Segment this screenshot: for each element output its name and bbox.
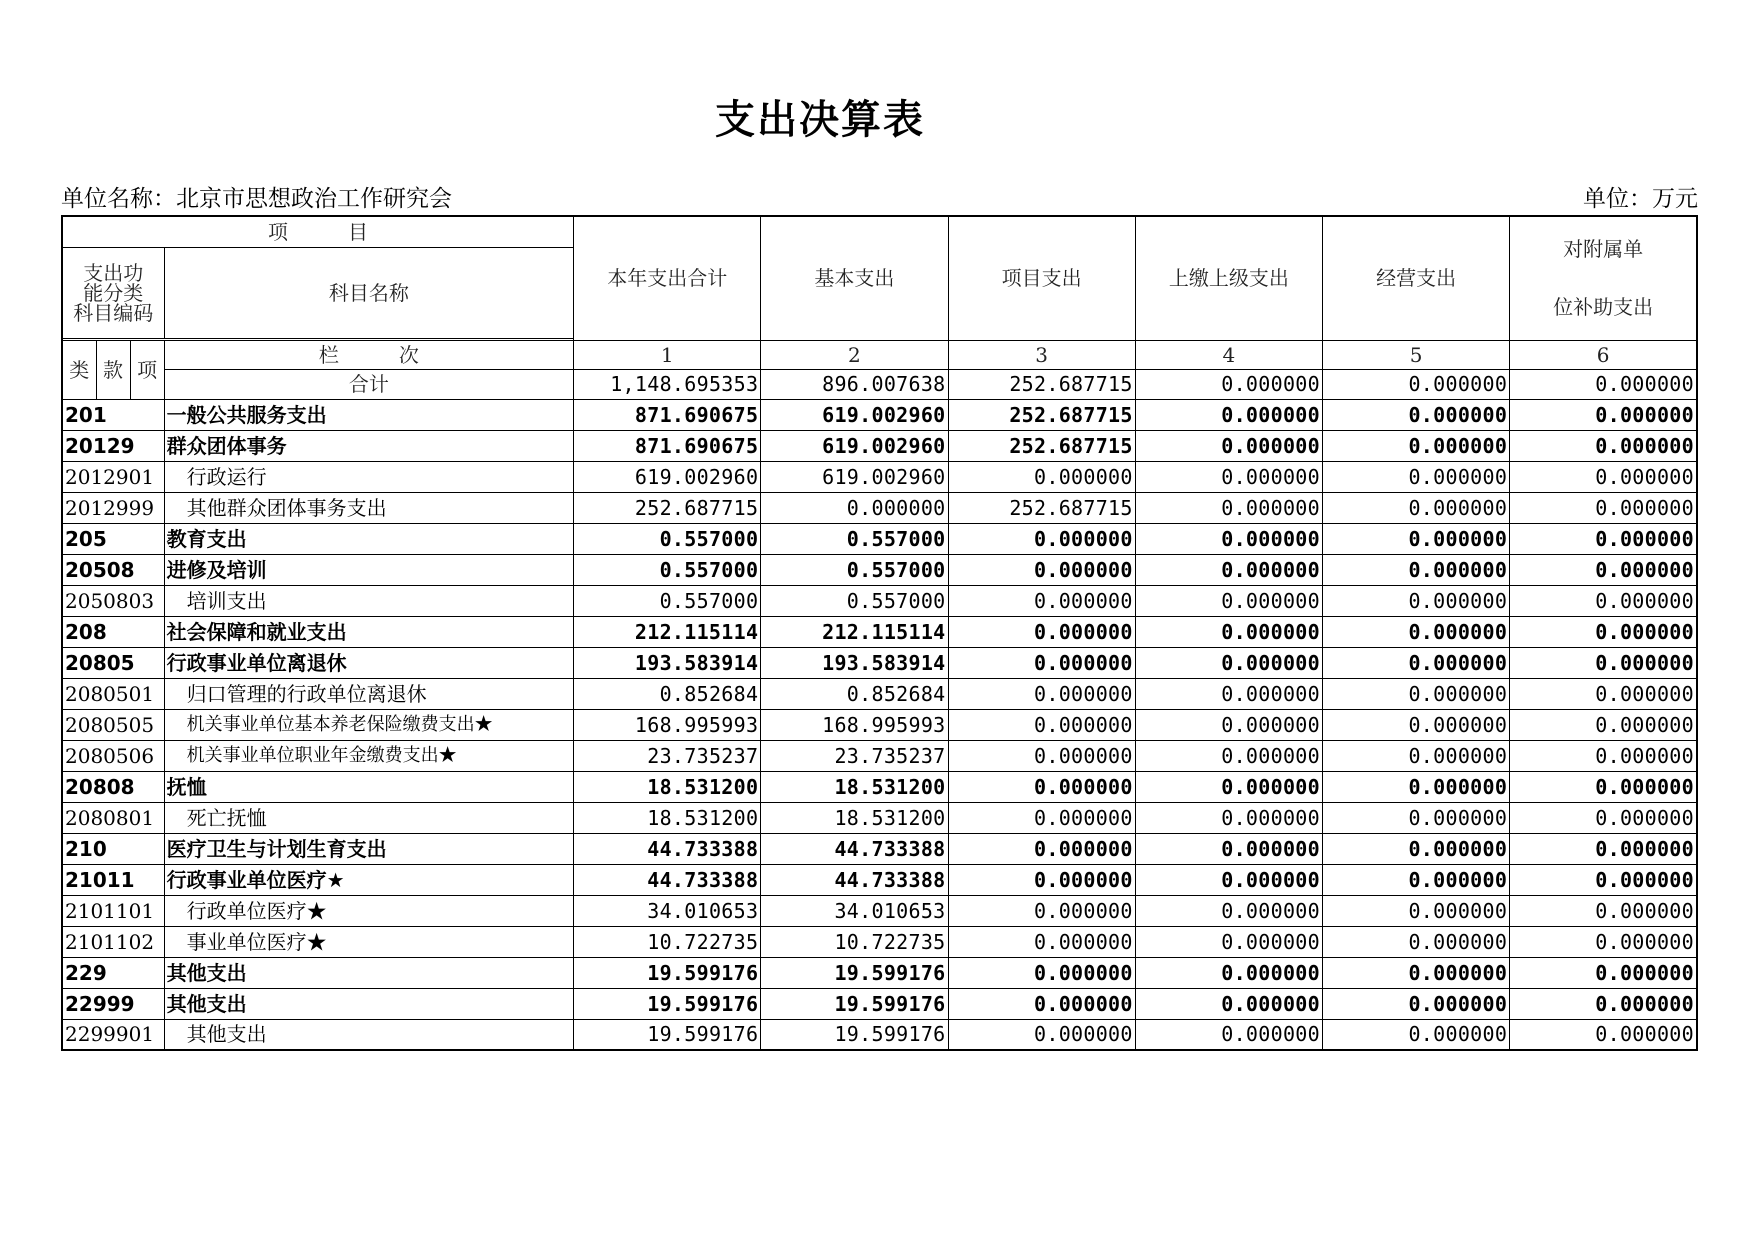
row-name: 行政事业单位医疗★: [164, 864, 574, 895]
row-value-4: 0.000000: [1135, 492, 1322, 523]
total-value-3: 252.687715: [948, 369, 1135, 399]
table-row: [62, 399, 1697, 430]
row-value-1: 10.722735: [574, 926, 761, 957]
row-value-5: 0.000000: [1322, 678, 1509, 709]
row-value-1: 23.735237: [574, 740, 761, 771]
table-row: [62, 616, 1697, 647]
row-name: 归口管理的行政单位离退休: [164, 678, 574, 709]
row-value-2: 0.557000: [761, 554, 948, 585]
row-value-1: 0.852684: [574, 678, 761, 709]
row-value-3: 0.000000: [948, 461, 1135, 492]
row-value-2: 18.531200: [761, 802, 948, 833]
row-value-6: 0.000000: [1510, 1019, 1697, 1050]
row-code: 22999: [62, 988, 164, 1019]
row-value-3: 252.687715: [948, 492, 1135, 523]
header-col-6: [1510, 216, 1697, 340]
row-value-3: 0.000000: [948, 771, 1135, 802]
row-value-1: 18.531200: [574, 802, 761, 833]
row-value-1: 19.599176: [574, 1019, 761, 1050]
row-value-6: 0.000000: [1510, 802, 1697, 833]
row-value-1: 871.690675: [574, 430, 761, 461]
row-value-2: 0.000000: [761, 492, 948, 523]
row-value-3: 0.000000: [948, 585, 1135, 616]
row-code: 2012901: [62, 461, 164, 492]
row-value-6: 0.000000: [1510, 740, 1697, 771]
row-value-3: 0.000000: [948, 678, 1135, 709]
col-number-2: 2: [761, 340, 948, 369]
row-value-4: 0.000000: [1135, 616, 1322, 647]
header-col-6-line2: 位补助支出: [1553, 295, 1654, 320]
row-name: 其他支出: [164, 988, 574, 1019]
row-name: 其他支出: [164, 1019, 574, 1050]
header-code-line3: 科目编码: [73, 300, 154, 325]
row-value-6: 0.000000: [1510, 430, 1697, 461]
table-row: [62, 585, 1697, 616]
row-value-4: 0.000000: [1135, 802, 1322, 833]
row-code: 208: [62, 616, 164, 647]
header-code-group: [62, 247, 164, 338]
row-value-6: 0.000000: [1510, 895, 1697, 926]
header-code-line1: 支出功: [83, 260, 144, 285]
header-col-4: 上缴上级支出: [1135, 216, 1322, 340]
row-code: 2012999: [62, 492, 164, 523]
row-name: 行政事业单位离退休: [164, 647, 574, 678]
row-value-3: 0.000000: [948, 957, 1135, 988]
table-row: [62, 461, 1697, 492]
row-value-1: 18.531200: [574, 771, 761, 802]
table-row: [62, 802, 1697, 833]
row-code: 20129: [62, 430, 164, 461]
row-value-5: 0.000000: [1322, 957, 1509, 988]
table-row: [62, 926, 1697, 957]
row-value-6: 0.000000: [1510, 461, 1697, 492]
row-value-4: 0.000000: [1135, 709, 1322, 740]
total-value-2: 896.007638: [761, 369, 948, 399]
row-value-1: 619.002960: [574, 461, 761, 492]
row-value-3: 0.000000: [948, 616, 1135, 647]
row-name: 其他支出: [164, 957, 574, 988]
row-value-5: 0.000000: [1322, 802, 1509, 833]
row-value-2: 193.583914: [761, 647, 948, 678]
header-subject-name: 科目名称: [164, 247, 574, 338]
row-value-3: 0.000000: [948, 740, 1135, 771]
row-value-4: 0.000000: [1135, 647, 1322, 678]
row-value-2: 619.002960: [761, 399, 948, 430]
row-value-3: 0.000000: [948, 554, 1135, 585]
row-name: 医疗卫生与计划生育支出: [164, 833, 574, 864]
row-name: 培训支出: [164, 585, 574, 616]
row-value-4: 0.000000: [1135, 988, 1322, 1019]
row-name: 社会保障和就业支出: [164, 616, 574, 647]
table-row: [62, 678, 1697, 709]
row-name: 行政单位医疗★: [164, 895, 574, 926]
row-value-1: 44.733388: [574, 833, 761, 864]
expenditure-table: [61, 215, 1698, 1051]
row-value-6: 0.000000: [1510, 709, 1697, 740]
header-col-6-line1: 对附属单: [1563, 237, 1644, 262]
table-row: [62, 864, 1697, 895]
col-number-3: 3: [948, 340, 1135, 369]
row-value-4: 0.000000: [1135, 771, 1322, 802]
row-value-1: 871.690675: [574, 399, 761, 430]
row-name: 教育支出: [164, 523, 574, 554]
row-value-4: 0.000000: [1135, 678, 1322, 709]
row-value-6: 0.000000: [1510, 864, 1697, 895]
row-value-1: 168.995993: [574, 709, 761, 740]
row-code: 20508: [62, 554, 164, 585]
unit-label: 单位：万元: [1583, 186, 1698, 212]
row-value-6: 0.000000: [1510, 678, 1697, 709]
row-name: 群众团体事务: [164, 430, 574, 461]
header-col-2: 基本支出: [761, 216, 948, 340]
row-value-6: 0.000000: [1510, 616, 1697, 647]
col-number-5: 5: [1322, 340, 1509, 369]
row-code: 2080506: [62, 740, 164, 771]
row-value-3: 0.000000: [948, 523, 1135, 554]
row-code: 21011: [62, 864, 164, 895]
table-row: [62, 647, 1697, 678]
row-value-1: 19.599176: [574, 988, 761, 1019]
row-value-1: 34.010653: [574, 895, 761, 926]
row-value-4: 0.000000: [1135, 740, 1322, 771]
table-body: [62, 399, 1697, 1050]
row-value-2: 0.557000: [761, 523, 948, 554]
row-value-3: 0.000000: [948, 895, 1135, 926]
row-code: 229: [62, 957, 164, 988]
header-col-3: 项目支出: [948, 216, 1135, 340]
row-value-1: 212.115114: [574, 616, 761, 647]
row-value-5: 0.000000: [1322, 988, 1509, 1019]
row-code: 2101102: [62, 926, 164, 957]
table-row: [62, 988, 1697, 1019]
row-code: 2080801: [62, 802, 164, 833]
row-code: 2101101: [62, 895, 164, 926]
row-value-3: 0.000000: [948, 864, 1135, 895]
total-label: 合计: [164, 369, 574, 399]
row-value-6: 0.000000: [1510, 926, 1697, 957]
row-value-1: 252.687715: [574, 492, 761, 523]
header-col-5: 经营支出: [1322, 216, 1509, 340]
row-value-2: 19.599176: [761, 1019, 948, 1050]
table-row: [62, 833, 1697, 864]
row-value-5: 0.000000: [1322, 492, 1509, 523]
table-row: [62, 709, 1697, 740]
row-value-6: 0.000000: [1510, 554, 1697, 585]
row-value-4: 0.000000: [1135, 585, 1322, 616]
row-value-2: 0.852684: [761, 678, 948, 709]
row-value-4: 0.000000: [1135, 399, 1322, 430]
row-value-5: 0.000000: [1322, 926, 1509, 957]
row-value-2: 44.733388: [761, 833, 948, 864]
row-value-5: 0.000000: [1322, 461, 1509, 492]
table-row: [62, 492, 1697, 523]
row-value-2: 19.599176: [761, 988, 948, 1019]
row-value-4: 0.000000: [1135, 833, 1322, 864]
row-code: 2080505: [62, 709, 164, 740]
row-value-6: 0.000000: [1510, 647, 1697, 678]
row-name: 进修及培训: [164, 554, 574, 585]
row-value-4: 0.000000: [1135, 554, 1322, 585]
row-name: 事业单位医疗★: [164, 926, 574, 957]
header-item: 项 目: [62, 216, 574, 247]
row-value-5: 0.000000: [1322, 833, 1509, 864]
row-value-6: 0.000000: [1510, 957, 1697, 988]
row-value-3: 0.000000: [948, 1019, 1135, 1050]
row-value-2: 212.115114: [761, 616, 948, 647]
row-name: 其他群众团体事务支出: [164, 492, 574, 523]
row-value-5: 0.000000: [1322, 740, 1509, 771]
row-value-3: 252.687715: [948, 399, 1135, 430]
total-value-1: 1,148.695353: [574, 369, 761, 399]
row-code: 20805: [62, 647, 164, 678]
row-value-6: 0.000000: [1510, 988, 1697, 1019]
table-row: [62, 895, 1697, 926]
row-value-5: 0.000000: [1322, 864, 1509, 895]
row-value-5: 0.000000: [1322, 616, 1509, 647]
row-value-5: 0.000000: [1322, 647, 1509, 678]
row-value-4: 0.000000: [1135, 523, 1322, 554]
row-value-5: 0.000000: [1322, 895, 1509, 926]
col-number-4: 4: [1135, 340, 1322, 369]
row-value-5: 0.000000: [1322, 585, 1509, 616]
row-value-5: 0.000000: [1322, 399, 1509, 430]
row-name: 机关事业单位职业年金缴费支出★: [164, 740, 574, 771]
row-code: 2080501: [62, 678, 164, 709]
header-kuan: 款: [96, 340, 130, 399]
row-name: 机关事业单位基本养老保险缴费支出★: [164, 709, 574, 740]
row-value-5: 0.000000: [1322, 1019, 1509, 1050]
row-name: 行政运行: [164, 461, 574, 492]
row-value-4: 0.000000: [1135, 926, 1322, 957]
table-row: [62, 430, 1697, 461]
total-value-4: 0.000000: [1135, 369, 1322, 399]
header-lei: 类: [62, 340, 96, 399]
header-lanci: 栏 次: [164, 340, 574, 369]
row-value-3: 0.000000: [948, 833, 1135, 864]
row-value-1: 0.557000: [574, 585, 761, 616]
header-code-line2: 能分类: [83, 280, 144, 305]
row-value-4: 0.000000: [1135, 1019, 1322, 1050]
row-value-2: 19.599176: [761, 957, 948, 988]
row-value-6: 0.000000: [1510, 771, 1697, 802]
row-code: 205: [62, 523, 164, 554]
col-number-1: 1: [574, 340, 761, 369]
table-row: [62, 1019, 1697, 1050]
table-row: [62, 523, 1697, 554]
col-number-6: 6: [1510, 340, 1697, 369]
row-value-1: 44.733388: [574, 864, 761, 895]
row-value-2: 619.002960: [761, 430, 948, 461]
row-value-6: 0.000000: [1510, 833, 1697, 864]
row-code: 210: [62, 833, 164, 864]
row-value-4: 0.000000: [1135, 957, 1322, 988]
row-value-6: 0.000000: [1510, 585, 1697, 616]
row-value-3: 0.000000: [948, 709, 1135, 740]
row-value-3: 0.000000: [948, 647, 1135, 678]
row-value-3: 0.000000: [948, 988, 1135, 1019]
row-value-5: 0.000000: [1322, 430, 1509, 461]
row-value-6: 0.000000: [1510, 399, 1697, 430]
table-row: [62, 740, 1697, 771]
row-name: 抚恤: [164, 771, 574, 802]
row-name: 死亡抚恤: [164, 802, 574, 833]
row-value-5: 0.000000: [1322, 523, 1509, 554]
row-value-2: 168.995993: [761, 709, 948, 740]
page-title: 支出决算表: [715, 97, 925, 143]
row-value-1: 19.599176: [574, 957, 761, 988]
row-value-3: 252.687715: [948, 430, 1135, 461]
row-value-2: 619.002960: [761, 461, 948, 492]
header-col-1: 本年支出合计: [574, 216, 761, 340]
row-value-5: 0.000000: [1322, 709, 1509, 740]
row-value-4: 0.000000: [1135, 461, 1322, 492]
row-value-3: 0.000000: [948, 802, 1135, 833]
row-code: 2299901: [62, 1019, 164, 1050]
row-name: 一般公共服务支出: [164, 399, 574, 430]
row-value-6: 0.000000: [1510, 492, 1697, 523]
row-value-2: 34.010653: [761, 895, 948, 926]
total-value-5: 0.000000: [1322, 369, 1509, 399]
row-value-1: 193.583914: [574, 647, 761, 678]
row-value-1: 0.557000: [574, 554, 761, 585]
row-value-2: 10.722735: [761, 926, 948, 957]
row-value-4: 0.000000: [1135, 895, 1322, 926]
header-xiang: 项: [130, 340, 164, 399]
row-value-1: 0.557000: [574, 523, 761, 554]
table-row: [62, 554, 1697, 585]
row-code: 201: [62, 399, 164, 430]
row-value-3: 0.000000: [948, 926, 1135, 957]
row-code: 2050803: [62, 585, 164, 616]
table-row: [62, 771, 1697, 802]
row-value-2: 0.557000: [761, 585, 948, 616]
row-value-5: 0.000000: [1322, 771, 1509, 802]
row-code: 20808: [62, 771, 164, 802]
total-value-6: 0.000000: [1510, 369, 1697, 399]
row-value-4: 0.000000: [1135, 864, 1322, 895]
row-value-2: 23.735237: [761, 740, 948, 771]
row-value-4: 0.000000: [1135, 430, 1322, 461]
row-value-6: 0.000000: [1510, 523, 1697, 554]
row-value-2: 44.733388: [761, 864, 948, 895]
row-value-2: 18.531200: [761, 771, 948, 802]
table-row: [62, 957, 1697, 988]
unit-name: 单位名称：北京市思想政治工作研究会: [61, 186, 452, 212]
row-value-5: 0.000000: [1322, 554, 1509, 585]
